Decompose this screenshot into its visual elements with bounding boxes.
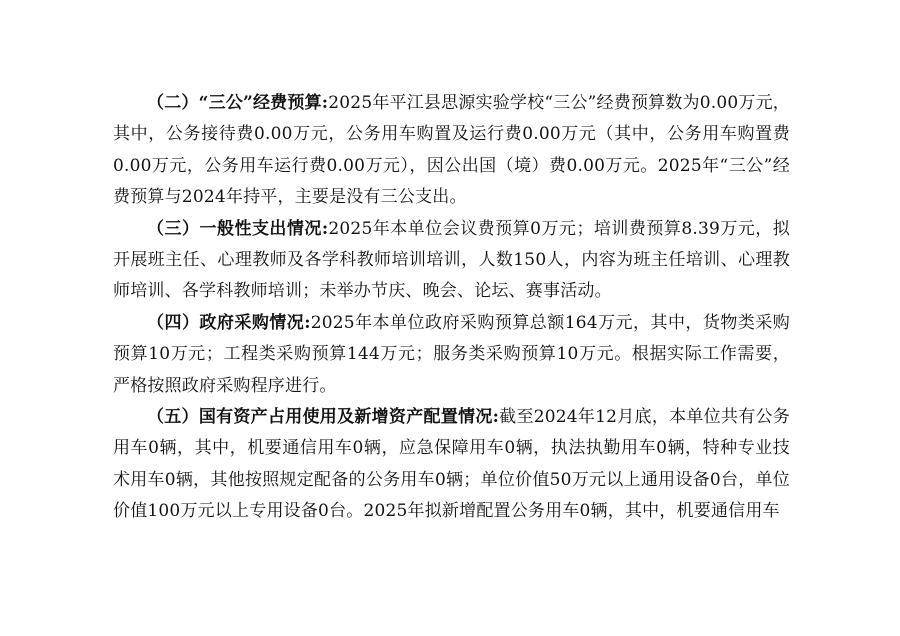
section-government-procurement — [113, 308, 790, 402]
document-body — [113, 88, 790, 528]
section-text: 2025年平江县思源实验学校“三公”经费预算数为0.00万元，其中，公务接待费0.00万元，公务用车购置及运行费0.00万元（其中，公务用车购置费0.00万元，公务用车运行费0.00万元），因公出国（境）费0.00万元。2025年“三公”经费预算与2024年持平，主要是没有三公支出。 — [113, 93, 791, 208]
section-text: 截至2024年12月底，本单位共有公务用车0辆，其中，机要通信用车0辆，应急保障用车0辆，执法执勤用车0辆，特种专业技术用车0辆，其他按照规定配备的公务用车0辆；单位价值50万元以上通用设备0台，单位价值100万元以上专用设备0台。2025年拟新增配置公务用车0辆，其中，机要通信用车 — [113, 407, 790, 522]
section-heading: （四）政府采购情况: — [147, 312, 311, 333]
section-text: 2025年本单位会议费预算0万元；培训费预算8.39万元，拟开展班主任、心理教师及各学科教师培训培训，人数150人，内容为班主任培训、心理教师培训、各学科教师培训；未举办节庆、晚会、论坛、赛事活动。 — [113, 218, 790, 302]
section-san-gong-budget — [113, 88, 790, 214]
section-heading: （二）“三公”经费预算: — [147, 93, 329, 113]
section-state-assets — [113, 402, 790, 528]
section-general-expenditure — [113, 214, 790, 308]
section-heading: （三）一般性支出情况: — [147, 218, 329, 239]
section-text: 2025年本单位政府采购预算总额164万元，其中，货物类采购预算10万元；工程类采购预算144万元；服务类采购预算10万元。根据实际工作需要，严格按照政府采购程序进行。 — [113, 312, 790, 396]
section-heading: （五）国有资产占用使用及新增资产配置情况: — [147, 407, 500, 428]
